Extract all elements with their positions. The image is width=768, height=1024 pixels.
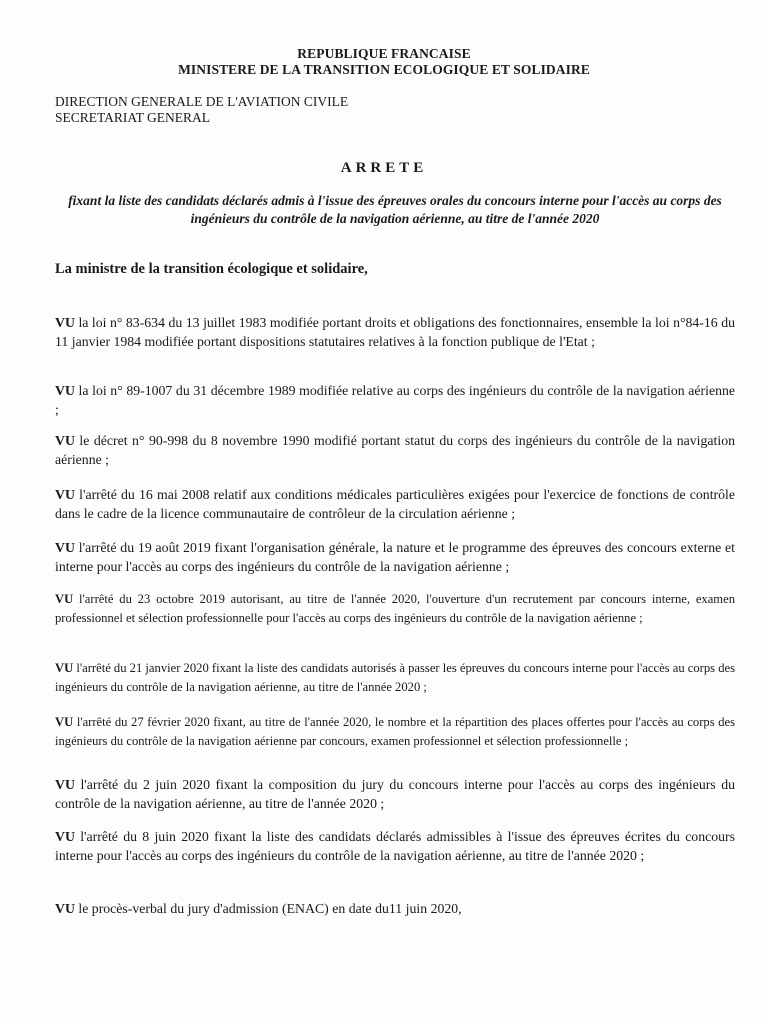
visa-text: l'arrêté du 23 octobre 2019 autorisant, au titre de l'année 2020, l'ouverture d'un recrutement par concours interne, examen professionnel et sélection professionnelle pour l'accès au corps des ingénieurs du contrôle de la navigation aérienne ; xyxy=(55,592,735,625)
visa-prefix: VU xyxy=(55,592,74,606)
visa-prefix: VU xyxy=(55,661,74,675)
visa-prefix: VU xyxy=(55,829,75,844)
visa-paragraph xyxy=(55,539,735,576)
secretariat-line: SECRETARIAT GENERAL xyxy=(55,110,211,125)
visa-paragraph xyxy=(55,382,735,419)
visa-prefix: VU xyxy=(55,433,75,448)
direction-line: DIRECTION GENERALE DE L'AVIATION CIVILE xyxy=(55,94,349,109)
visa-text: le procès-verbal du jury d'admission (ENAC) en date du11 juin 2020, xyxy=(74,901,462,916)
visa-paragraph xyxy=(55,314,735,351)
visa-text: l'arrêté du 19 août 2019 fixant l'organisation générale, la nature et le programme des épreuves des concours externe et interne pour l'accès au corps des ingénieurs du contrôle de la navigation aérienne ; xyxy=(55,540,735,574)
document-subtitle: fixant la liste des candidats déclarés admis à l'issue des épreuves orales du concours interne pour l'accès au corps des ingénieurs du contrôle de la navigation aérienne, au titre de l'année 2020 xyxy=(68,193,722,226)
visa-paragraph xyxy=(55,828,735,865)
visa-paragraph xyxy=(55,713,735,750)
ministry-heading: MINISTERE DE LA TRANSITION ECOLOGIQUE ET SOLIDAIRE xyxy=(178,62,590,77)
visa-prefix: VU xyxy=(55,383,75,398)
visa-prefix: VU xyxy=(55,901,75,916)
visa-paragraph xyxy=(55,590,735,627)
visa-paragraph xyxy=(55,486,735,523)
republic-heading: REPUBLIQUE FRANCAISE xyxy=(297,46,471,61)
visa-text: l'arrêté du 2 juin 2020 fixant la composition du jury du concours interne pour l'accès au corps des ingénieurs du contrôle de la navigation aérienne, au titre de l'année 2020 ; xyxy=(55,777,735,811)
visa-prefix: VU xyxy=(55,777,75,792)
visa-text: la loi n° 89-1007 du 31 décembre 1989 modifiée relative au corps des ingénieurs du contrôle de la navigation aérienne ; xyxy=(55,383,735,417)
visa-prefix: VU xyxy=(55,487,75,502)
visa-text: l'arrêté du 16 mai 2008 relatif aux conditions médicales particulières exigées pour l'exercice de fonctions de contrôle dans le cadre de la licence communautaire de contrôleur de la circulation aérienne ; xyxy=(55,487,735,521)
document-title: ARRETE xyxy=(340,160,428,176)
visa-prefix: VU xyxy=(55,715,74,729)
visa-paragraph xyxy=(55,776,735,813)
visa-text: l'arrêté du 21 janvier 2020 fixant la liste des candidats autorisés à passer les épreuves du concours interne pour l'accès au corps des ingénieurs du contrôle de la navigation aérienne, au titre de l'année 2020 ; xyxy=(55,661,735,694)
visa-paragraph xyxy=(55,659,735,696)
visa-prefix: VU xyxy=(55,315,75,330)
visa-prefix: VU xyxy=(55,540,75,555)
visa-text: le décret n° 90-998 du 8 novembre 1990 modifié portant statut du corps des ingénieurs du contrôle de la navigation aérienne ; xyxy=(55,433,735,467)
visa-text: la loi n° 83-634 du 13 juillet 1983 modifiée portant droits et obligations des fonctionnaires, ensemble la loi n°84-16 du 11 janvier 1984 modifiée portant dispositions statutaires relatives à la fonction publique de l'Etat ; xyxy=(55,315,735,349)
visa-text: l'arrêté du 27 février 2020 fixant, au titre de l'année 2020, le nombre et la répartition des places offertes pour l'accès au corps des ingénieurs du contrôle de la navigation aérienne par concours, examen professionnel et sélection professionnelle ; xyxy=(55,715,735,748)
visa-paragraph xyxy=(55,900,735,919)
visa-text: l'arrêté du 8 juin 2020 fixant la liste des candidats déclarés admissibles à l'issue des épreuves écrites du concours interne pour l'accès au corps des ingénieurs du contrôle de la navigation aérienne, au titre de l'année 2020 ; xyxy=(55,829,735,863)
visa-paragraph xyxy=(55,432,735,469)
minister-line: La ministre de la transition écologique et solidaire, xyxy=(55,261,368,277)
